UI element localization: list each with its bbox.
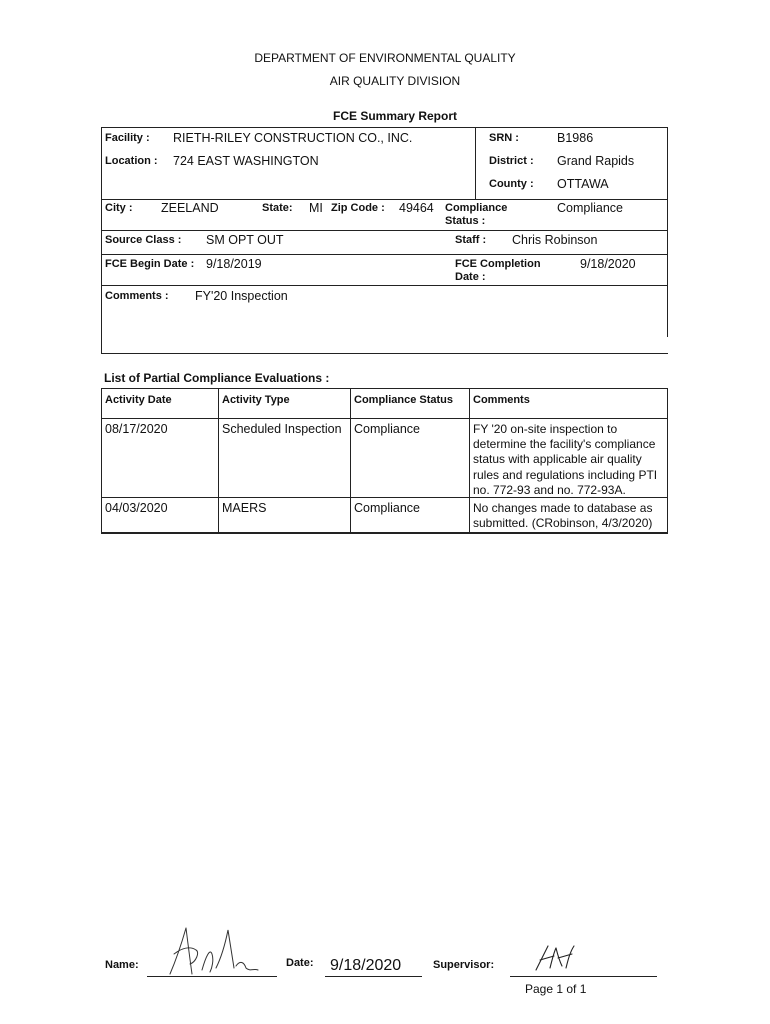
row-activity-type: MAERS xyxy=(222,501,267,515)
supervisor-label: Supervisor: xyxy=(433,959,495,971)
srn-value: B1986 xyxy=(557,131,594,145)
district-label: District : xyxy=(489,155,534,167)
compliance-status-label: Compliance xyxy=(445,202,508,214)
county-value: OTTAWA xyxy=(557,177,609,191)
department-heading: DEPARTMENT OF ENVIRONMENTAL QUALITY xyxy=(254,51,516,65)
fce-completion-value: 9/18/2020 xyxy=(580,257,636,271)
name-signature-icon xyxy=(160,924,265,980)
zip-label: Zip Code : xyxy=(331,202,385,214)
compliance-status-label-2: Status : xyxy=(445,215,486,227)
location-value: 724 EAST WASHINGTON xyxy=(173,154,319,168)
zip-value: 49464 xyxy=(399,201,434,215)
row-compliance-status: Compliance xyxy=(354,501,421,515)
facility-label: Facility : xyxy=(105,132,150,144)
pce-list-title: List of Partial Compliance Evaluations : xyxy=(104,371,330,385)
page-number: Page 1 of 1 xyxy=(525,982,587,996)
date-line xyxy=(325,976,422,977)
column-header-activity-type: Activity Type xyxy=(222,394,290,406)
row-comments: FY '20 on-site inspection to determine the facility's compliance status with applicable air quality rules and regulations including PTI no. 772-93 and no. 772-93A. xyxy=(473,422,658,497)
facility-name: RIETH-RILEY CONSTRUCTION CO., INC. xyxy=(173,131,413,145)
date-value: 9/18/2020 xyxy=(330,957,402,974)
state-label: State: xyxy=(262,202,293,214)
fce-begin-value: 9/18/2019 xyxy=(206,257,262,271)
staff-label: Staff : xyxy=(455,234,487,246)
supervisor-signature-line xyxy=(510,976,657,977)
district-value: Grand Rapids xyxy=(557,154,635,168)
fce-begin-label: FCE Begin Date : xyxy=(105,258,195,270)
column-header-compliance-status: Compliance Status xyxy=(354,394,454,406)
column-header-comments: Comments xyxy=(473,394,530,406)
row-activity-date: 08/17/2020 xyxy=(105,422,168,436)
source-class-value: SM OPT OUT xyxy=(206,233,284,247)
supervisor-initials-icon xyxy=(532,944,577,972)
source-class-label: Source Class : xyxy=(105,234,182,246)
date-label: Date: xyxy=(286,957,314,969)
row-activity-type: Scheduled Inspection xyxy=(222,422,342,436)
name-label: Name: xyxy=(105,959,139,971)
location-label: Location : xyxy=(105,155,158,167)
comments-value: FY'20 Inspection xyxy=(195,289,288,303)
row-activity-date: 04/03/2020 xyxy=(105,501,168,515)
compliance-status-value: Compliance xyxy=(557,201,624,215)
column-header-activity-date: Activity Date xyxy=(105,394,172,406)
division-heading: AIR QUALITY DIVISION xyxy=(329,74,461,88)
fce-completion-label: FCE Completion xyxy=(455,258,541,270)
fce-completion-label-2: Date : xyxy=(455,271,486,283)
row-compliance-status: Compliance xyxy=(354,422,421,436)
srn-label: SRN : xyxy=(489,132,519,144)
state-value: MI xyxy=(309,201,323,215)
city-label: City : xyxy=(105,202,133,214)
row-comments: No changes made to database as submitted. (CRobinson, 4/3/2020) xyxy=(473,501,653,531)
report-title: FCE Summary Report xyxy=(332,109,458,123)
county-label: County : xyxy=(489,178,534,190)
comments-label: Comments : xyxy=(105,290,169,302)
staff-value: Chris Robinson xyxy=(512,233,598,247)
city-value: ZEELAND xyxy=(161,201,219,215)
